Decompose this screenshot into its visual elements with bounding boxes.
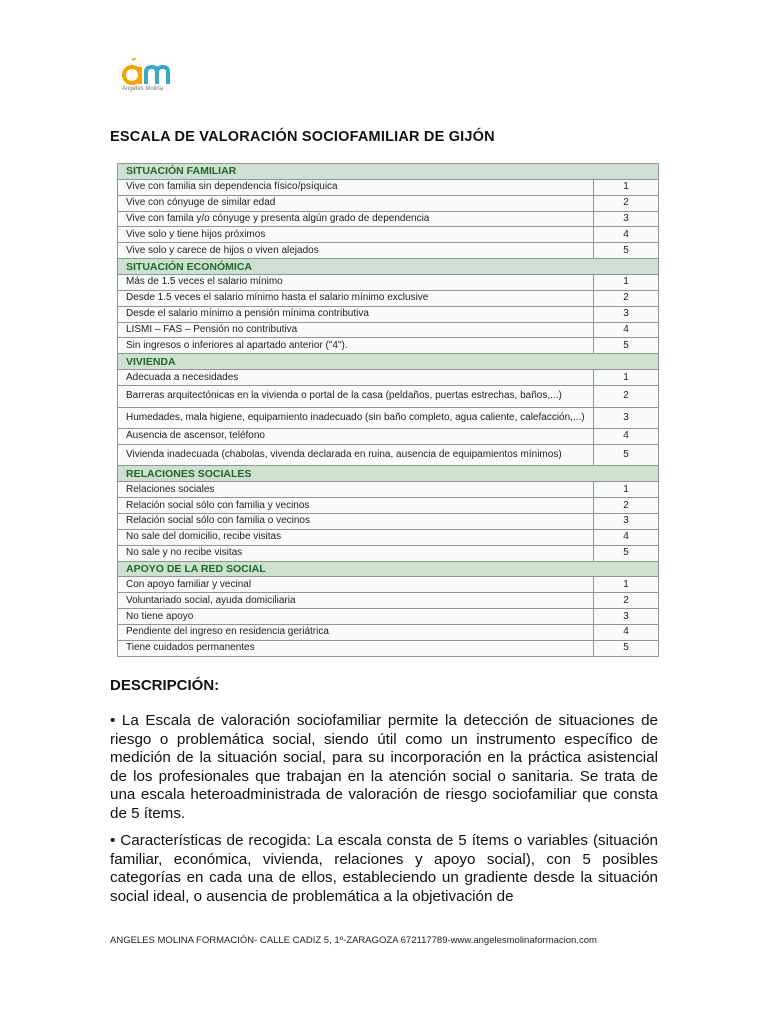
table-row — [118, 498, 659, 514]
table-row — [118, 529, 659, 545]
item-score: 1 — [594, 577, 659, 593]
table-row — [118, 322, 659, 338]
item-score: 3 — [594, 211, 659, 227]
item-score: 2 — [594, 593, 659, 609]
section-title: VIVIENDA — [118, 354, 659, 370]
item-score: 4 — [594, 322, 659, 338]
item-text: Vive con famila y/o cónyuge y presenta algún grado de dependencia — [118, 211, 594, 227]
table-row — [118, 386, 659, 408]
item-text: Tiene cuidados permanentes — [118, 640, 594, 656]
section-title: RELACIONES SOCIALES — [118, 466, 659, 482]
section-title: SITUACIÓN FAMILIAR — [118, 164, 659, 180]
item-text: LISMI – FAS – Pensión no contributiva — [118, 322, 594, 338]
description-paragraph: • La Escala de valoración sociofamiliar permite la detección de situaciones de riesgo o problemática social, siendo útil como un instrumento específico de medición de la situación social, para su incorporación en la práctica asistencial de los profesionales que trabajan en la atención social o sanitaria. Se trata de una escala heteroadministrada de valoración de riesgo sociofamiliar que consta de 5 ítems. — [110, 712, 658, 822]
item-text: Sin ingresos o inferiores al apartado anterior ("4"). — [118, 338, 594, 354]
item-score: 1 — [594, 275, 659, 291]
table-row — [118, 275, 659, 291]
item-score: 3 — [594, 407, 659, 429]
item-score: 2 — [594, 386, 659, 408]
item-score: 1 — [594, 482, 659, 498]
logo-text: Angeles Molina — [122, 86, 164, 92]
item-text: Desde 1.5 veces el salario mínimo hasta el salario mínimo exclusive — [118, 290, 594, 306]
item-score: 5 — [594, 545, 659, 561]
item-text: Relaciones sociales — [118, 482, 594, 498]
item-score: 2 — [594, 498, 659, 514]
item-score: 4 — [594, 429, 659, 445]
item-text: Vivienda inadecuada (chabolas, vivenda declarada en ruina, ausencia de equipamientos mínimos) — [118, 444, 594, 466]
item-text: Relación social sólo con familia o vecinos — [118, 513, 594, 529]
table-row — [118, 179, 659, 195]
table-row — [118, 195, 659, 211]
table-row — [118, 306, 659, 322]
characteristics-paragraph: • Características de recogida: La escala consta de 5 ítems o variables (situación familiar, económica, vivienda, relaciones y apoyo social), con 5 posibles categorías en cada una de ellos, estableciendo un gradiente desde la situación social ideal, o ausencia de problemática a la objetivación de — [110, 832, 658, 905]
table-row — [118, 513, 659, 529]
item-score: 5 — [594, 243, 659, 259]
table-row — [118, 370, 659, 386]
logo-mark-icon — [120, 58, 172, 88]
table-row — [118, 227, 659, 243]
item-score: 2 — [594, 195, 659, 211]
description-heading: DESCRIPCIÓN: — [110, 677, 220, 694]
section-header-row — [118, 354, 659, 370]
table-row — [118, 211, 659, 227]
item-text: Humedades, mala higiene, equipamiento inadecuado (sin baño completo, agua caliente, calefacción,...) — [118, 407, 594, 429]
item-score: 3 — [594, 306, 659, 322]
section-header-row — [118, 466, 659, 482]
table-row — [118, 243, 659, 259]
section-header-row — [118, 259, 659, 275]
table-row — [118, 407, 659, 429]
item-score: 2 — [594, 290, 659, 306]
table-row — [118, 444, 659, 466]
logo — [120, 58, 180, 98]
item-score: 5 — [594, 444, 659, 466]
item-text: Más de 1.5 veces el salario mínimo — [118, 275, 594, 291]
item-text: Vive con familia sin dependencia físico/psíquica — [118, 179, 594, 195]
table-row — [118, 429, 659, 445]
table-row — [118, 609, 659, 625]
item-text: Desde el salario mínimo a pensión mínima contributiva — [118, 306, 594, 322]
item-score: 5 — [594, 338, 659, 354]
item-text: Pendiente del ingreso en residencia geriátrica — [118, 624, 594, 640]
table-row — [118, 482, 659, 498]
item-text: Adecuada a necesidades — [118, 370, 594, 386]
valuation-scale-table — [117, 163, 659, 657]
page-title: ESCALA DE VALORACIÓN SOCIOFAMILIAR DE GIJÓN — [110, 129, 495, 145]
item-text: No sale del domicilio, recibe visitas — [118, 529, 594, 545]
footer: ANGELES MOLINA FORMACIÓN- CALLE CADIZ 5, 1º-ZARAGOZA 672117789-www.angelesmolinaformacion.com — [110, 935, 597, 946]
item-score: 4 — [594, 624, 659, 640]
table-row — [118, 593, 659, 609]
item-score: 4 — [594, 529, 659, 545]
section-header-row — [118, 561, 659, 577]
item-score: 5 — [594, 640, 659, 656]
item-score: 1 — [594, 179, 659, 195]
table-row — [118, 290, 659, 306]
section-header-row — [118, 164, 659, 180]
table-row — [118, 624, 659, 640]
item-score: 3 — [594, 609, 659, 625]
section-title: SITUACIÓN ECONÓMICA — [118, 259, 659, 275]
section-title: APOYO DE LA RED SOCIAL — [118, 561, 659, 577]
table-row — [118, 577, 659, 593]
item-score: 1 — [594, 370, 659, 386]
item-text: Relación social sólo con familia y vecinos — [118, 498, 594, 514]
item-score: 3 — [594, 513, 659, 529]
table-row — [118, 338, 659, 354]
table-row — [118, 545, 659, 561]
item-text: Voluntariado social, ayuda domiciliaria — [118, 593, 594, 609]
item-text: Vive solo y tiene hijos próximos — [118, 227, 594, 243]
item-text: Con apoyo familiar y vecinal — [118, 577, 594, 593]
item-text: Vive solo y carece de hijos o viven alejados — [118, 243, 594, 259]
item-text: Barreras arquitectónicas en la vivienda o portal de la casa (peldaños, puertas estrechas, baños,...) — [118, 386, 594, 408]
item-text: No tiene apoyo — [118, 609, 594, 625]
item-text: Vive con cónyuge de similar edad — [118, 195, 594, 211]
item-text: Ausencia de ascensor, teléfono — [118, 429, 594, 445]
item-score: 4 — [594, 227, 659, 243]
item-text: No sale y no recibe visitas — [118, 545, 594, 561]
table-row — [118, 640, 659, 656]
